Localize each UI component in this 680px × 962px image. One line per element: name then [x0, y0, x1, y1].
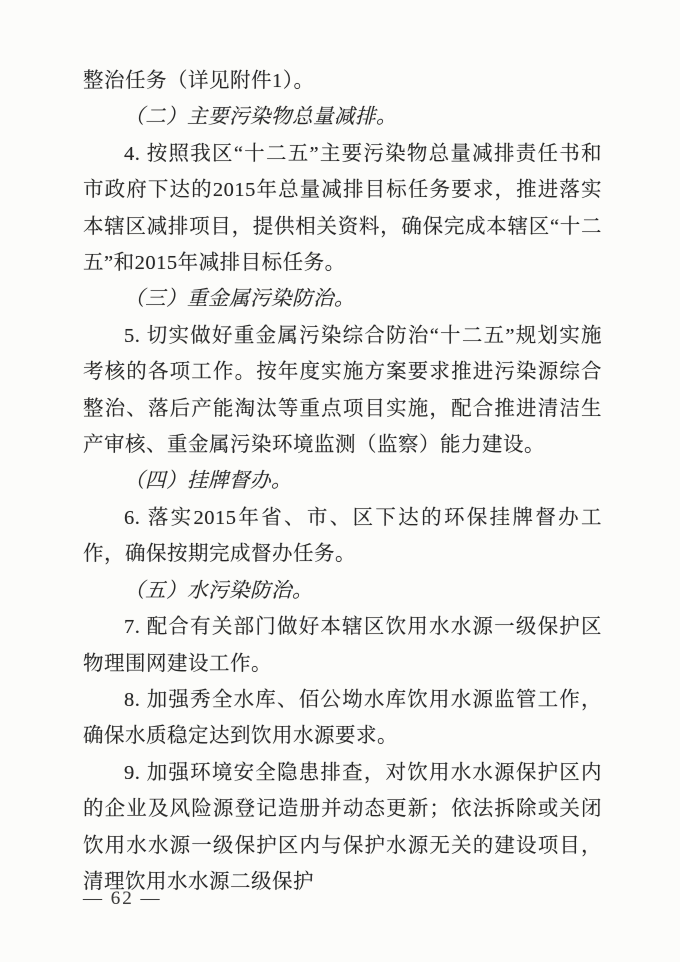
body-paragraph-item-4: 4. 按照我区“十二五”主要污染物总量减排责任书和市政府下达的2015年总量减排目标任务要求，推进落实本辖区减排项目，提供相关资料，确保完成本辖区“十二五”和2015年减排目标任务。 — [83, 142, 602, 275]
section-heading-5: （五）水污染防治。 — [124, 579, 313, 602]
body-paragraph-item-5: 5. 切实做好重金属污染综合防治“十二五”规划实施考核的各项工作。按年度实施方案要求推进污染源综合整治、落后产能淘汰等重点项目实施，配合推进清洁生产审核、重金属污染环境监测（监察）能力建设。 — [83, 324, 602, 457]
body-paragraph-item-6: 6. 落实2015年省、市、区下达的环保挂牌督办工作，确保按期完成督办任务。 — [83, 506, 602, 566]
section-heading-2: （二）主要污染物总量减排。 — [124, 106, 397, 129]
body-paragraph-item-7: 7. 配合有关部门做好本辖区饮用水水源一级保护区物理围网建设工作。 — [83, 616, 602, 675]
document-body — [83, 63, 602, 900]
section-heading-4: （四）挂牌督办。 — [124, 470, 292, 493]
section-heading-3: （三）重金属污染防治。 — [124, 288, 355, 311]
continuation-paragraph: 整治任务（详见附件1）。 — [83, 70, 315, 92]
body-paragraph-item-8: 8. 加强秀全水库、佰公坳水库饮用水源监管工作，确保水质稳定达到饮用水源要求。 — [83, 688, 602, 748]
body-paragraph-item-9: 9. 加强环境安全隐患排查，对饮用水水源保护区内的企业及风险源登记造册并动态更新；依法拆除或关闭饮用水水源一级保护区内与保护水源无关的建设项目，清理饮用水水源二级保护 — [83, 761, 602, 893]
page-number: — 62 — — [83, 888, 162, 909]
